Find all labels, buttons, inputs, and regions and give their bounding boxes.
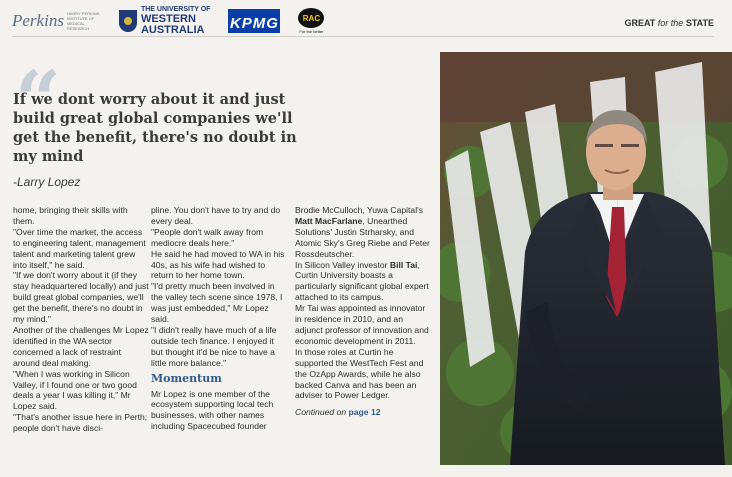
uwa-crest-icon <box>119 10 137 32</box>
paragraph: "Over time the market, the access to engineering talent, management talent and marketing talent grew into itself," he said. <box>13 226 146 270</box>
paragraph: pline. You don't have to try and do every deal. <box>151 205 281 226</box>
continued-note: Continued on page 12 <box>295 407 381 418</box>
paragraph: "That's another issue here in Perth; people don't have disci- <box>13 412 148 434</box>
article-column-3 <box>295 205 431 418</box>
paragraph: "People don't walk away from mediocre deals here." <box>151 226 264 248</box>
pull-quote: If we dont worry about it and just build great global companies we'll get the benefit, there's no doubt in my mind <box>13 91 297 165</box>
pull-quote-attribution: -Larry Lopez <box>13 175 81 189</box>
subheading-momentum: Momentum <box>151 371 222 385</box>
perkins-logo-subtitle: HARRY PERKINS INSTITUTE OF MEDICAL RESEARCH <box>66 11 100 31</box>
section-header-state: STATE <box>685 18 714 28</box>
paragraph: "I didn't really have much of a life outside tech finance. I enjoyed it but thought it'd be nice to have a little more balance." <box>151 324 277 368</box>
section-header-great: GREAT <box>624 18 656 28</box>
paragraph: "If we don't worry about it (if they stay headquartered locally) and just build great global companies, we'll get the benefit, there's no doubt in my mind." <box>13 270 149 325</box>
article-column-2 <box>151 205 285 432</box>
uwa-logo <box>119 6 211 36</box>
article-column-1 <box>13 205 150 434</box>
section-header-for-the: for the <box>657 18 684 28</box>
perkins-logo <box>12 11 101 31</box>
paragraph: In Silicon Valley investor Bill Tai, Curtin University boasts a particularly significant global expert attached to its campus. <box>295 259 429 303</box>
rac-logo-tagline: For the better <box>299 29 324 34</box>
portrait-photo <box>440 52 732 465</box>
section-header <box>624 18 714 28</box>
rac-logo-mark: RAC <box>298 8 324 28</box>
continued-page-link[interactable]: page 12 <box>348 407 381 418</box>
paragraph: Mr Tai was appointed as innovator in residence in 2010, and an adjunct professor of innovation and economic development in 2011. <box>295 303 429 346</box>
paragraph: He said he had moved to WA in his 40s, as his wife had wished to return to her home town. <box>151 248 285 281</box>
paragraph: Brodie McCulloch, Yuwa Capital's Matt MacFarlane, Unearthed Solutions' Justin Strharsky, and Atomic Sky's Greg Riebe and Peter Rossdeutscher. <box>295 205 430 259</box>
header-divider <box>12 36 714 37</box>
paragraph: Mr Lopez is one member of the ecosystem supporting local tech businesses, with other names including Spacecubed founder <box>151 388 274 432</box>
sponsor-logos <box>12 6 324 36</box>
quote-mark-icon: “ <box>15 53 62 147</box>
paragraph: Another of the challenges Mr Lopez identified in the WA sector concerned a lack of restraint around deal making. <box>13 324 149 368</box>
paragraph: "When I was working in Silicon Valley, if I found one or two good deals a year I was killing it," Mr Lopez said. <box>13 368 137 412</box>
portrait-photo-image <box>440 52 732 465</box>
paragraph: home, bringing their skills with them. <box>13 205 128 226</box>
name-bill-tai: Bill Tai <box>389 259 418 270</box>
uwa-logo-line3: AUSTRALIA <box>140 24 205 36</box>
uwa-logo-line2: WESTERN <box>140 13 196 25</box>
kpmg-logo: KPMG <box>228 9 280 33</box>
paragraph: "I'd pretty much been involved in the valley tech scene since 1978, I was just embedded," Mr Lopez said. <box>151 281 283 325</box>
paragraph: In those roles at Curtin he supported the WestTech Fest and the OzApp Awards, while he also backed Canva and has been an adviser to Power Ledger. <box>295 346 424 401</box>
uwa-logo-line1: THE UNIVERSITY OF <box>140 6 211 13</box>
perkins-logo-mark: Perkins <box>12 11 64 30</box>
rac-logo <box>298 8 324 34</box>
name-matt-macfarlane: Matt MacFarlane <box>295 215 363 226</box>
